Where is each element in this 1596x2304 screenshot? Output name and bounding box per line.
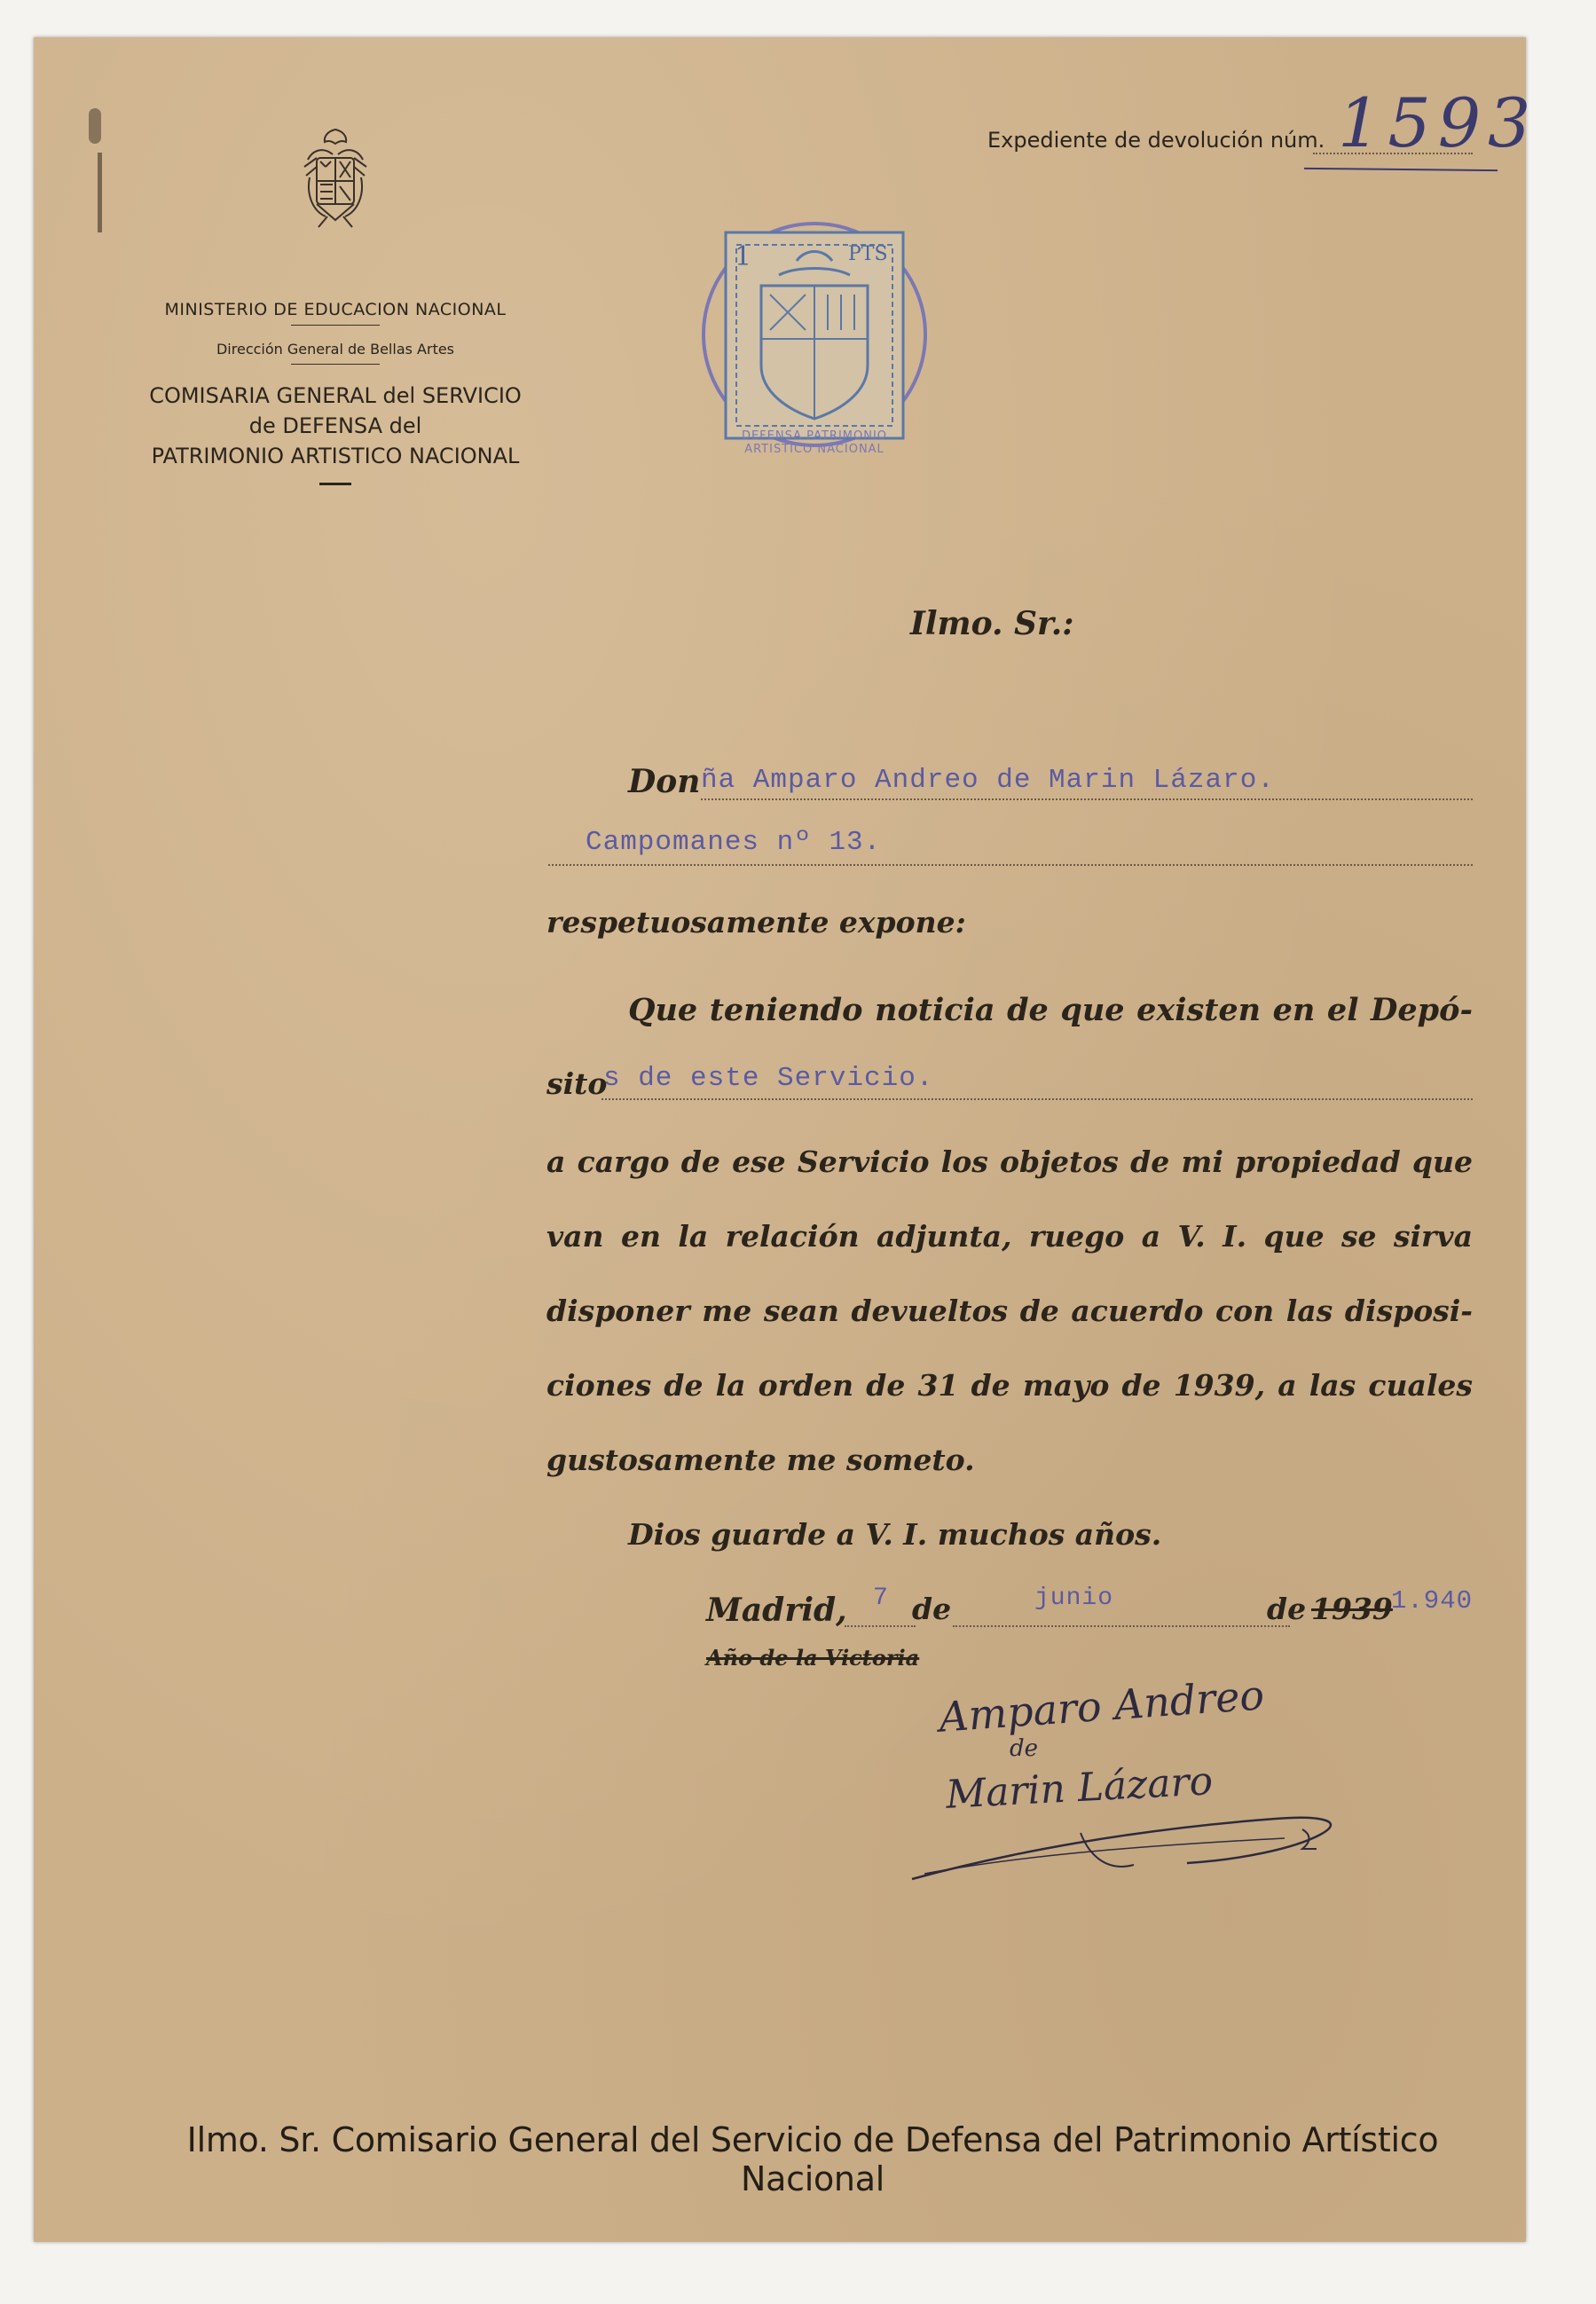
stamp-graphic <box>699 206 930 463</box>
signature <box>903 1661 1400 1891</box>
date-de-1: de <box>912 1592 952 1626</box>
date-city: Madrid, <box>706 1592 847 1629</box>
stamp-currency: PTS <box>848 243 888 265</box>
victory-year: Año de la Victoria <box>706 1645 920 1671</box>
paragraph-line-1: Que teniendo noticia de que existen en el Depó- <box>628 992 1473 1028</box>
direction-title: Dirección General de Bellas Artes <box>216 341 455 358</box>
paragraph-line-4: van en la relación adjunta, ruego a V. I. que se sirva <box>546 1219 1473 1254</box>
stamp-value: 1 <box>735 241 752 272</box>
deposit-typed: s de este Servicio. <box>603 1063 934 1094</box>
date-month: junio <box>1034 1584 1114 1612</box>
ministry-title: MINISTERIO DE EDUCACION NACIONAL <box>164 300 507 319</box>
paragraph-line-3: a cargo de ese Servicio los objetos de mi propiedad que <box>546 1144 1473 1179</box>
revenue-stamp <box>717 224 912 456</box>
document-sheet <box>34 37 1538 2242</box>
signature-line-3: Marin Lázaro <box>944 1758 1215 1818</box>
file-number-underline <box>1304 168 1498 171</box>
file-number-label: Expediente de devolución núm. <box>987 128 1325 153</box>
commission-line-2: de DEFENSA del <box>248 413 422 438</box>
header-divider <box>291 325 380 326</box>
paragraph-line-6: ciones de la orden de 31 de mayo de 1939, a las cuales <box>546 1368 1473 1403</box>
paragraph-line-5: disponer me sean devueltos de acuerdo con las disposi- <box>546 1294 1473 1328</box>
commission-line-1: COMISARIA GENERAL del SERVICIO <box>149 383 522 408</box>
signature-line-2: de <box>1010 1735 1039 1762</box>
sender-name-dotline <box>701 798 1473 800</box>
date-day-dotline <box>845 1625 916 1627</box>
commission-line-3: PATRIMONIO ARTISTICO NACIONAL <box>151 444 520 468</box>
sender-address-dotline <box>548 864 1473 866</box>
paragraph-line-7: gustosamente me someto. <box>546 1443 975 1477</box>
signature-flourish <box>903 1767 1400 1891</box>
letterhead <box>149 124 522 506</box>
coat-of-arms-icon <box>301 124 370 231</box>
seal-text: DEFENSA PATRIMONIO ARTISTICO NACIONAL <box>741 429 888 456</box>
signature-line-1: Amparo Andreo <box>937 1671 1266 1742</box>
header-short-rule <box>319 483 351 485</box>
staple-mark <box>98 153 102 232</box>
sender-name: ña Amparo Andreo de Marin Lázaro. <box>701 765 1275 796</box>
date-day: 7 <box>873 1584 889 1612</box>
deposit-dotline <box>601 1098 1473 1100</box>
sender-prefix: Don <box>628 763 701 800</box>
salutation: Ilmo. Sr.: <box>910 605 1074 642</box>
paragraph-sito: sito <box>546 1066 608 1101</box>
staple-mark <box>89 108 101 144</box>
header-divider <box>291 364 380 365</box>
date-de-2: de <box>1267 1592 1307 1626</box>
date-year-printed: 1939 <box>1311 1592 1393 1626</box>
expone: respetuosamente expone: <box>546 905 966 940</box>
sender-address: Campomanes nº 13. <box>586 827 882 858</box>
date-year-typed: 1.940 <box>1391 1586 1474 1616</box>
file-number-handwritten: 1593 <box>1338 83 1538 162</box>
addressee-footer: Ilmo. Sr. Comisario General del Servicio de Defensa del Patrimonio Artístico Nacional <box>186 2120 1439 2198</box>
closing-formula: Dios guarde a V. I. muchos años. <box>628 1517 1162 1552</box>
date-month-dotline <box>953 1625 1290 1627</box>
